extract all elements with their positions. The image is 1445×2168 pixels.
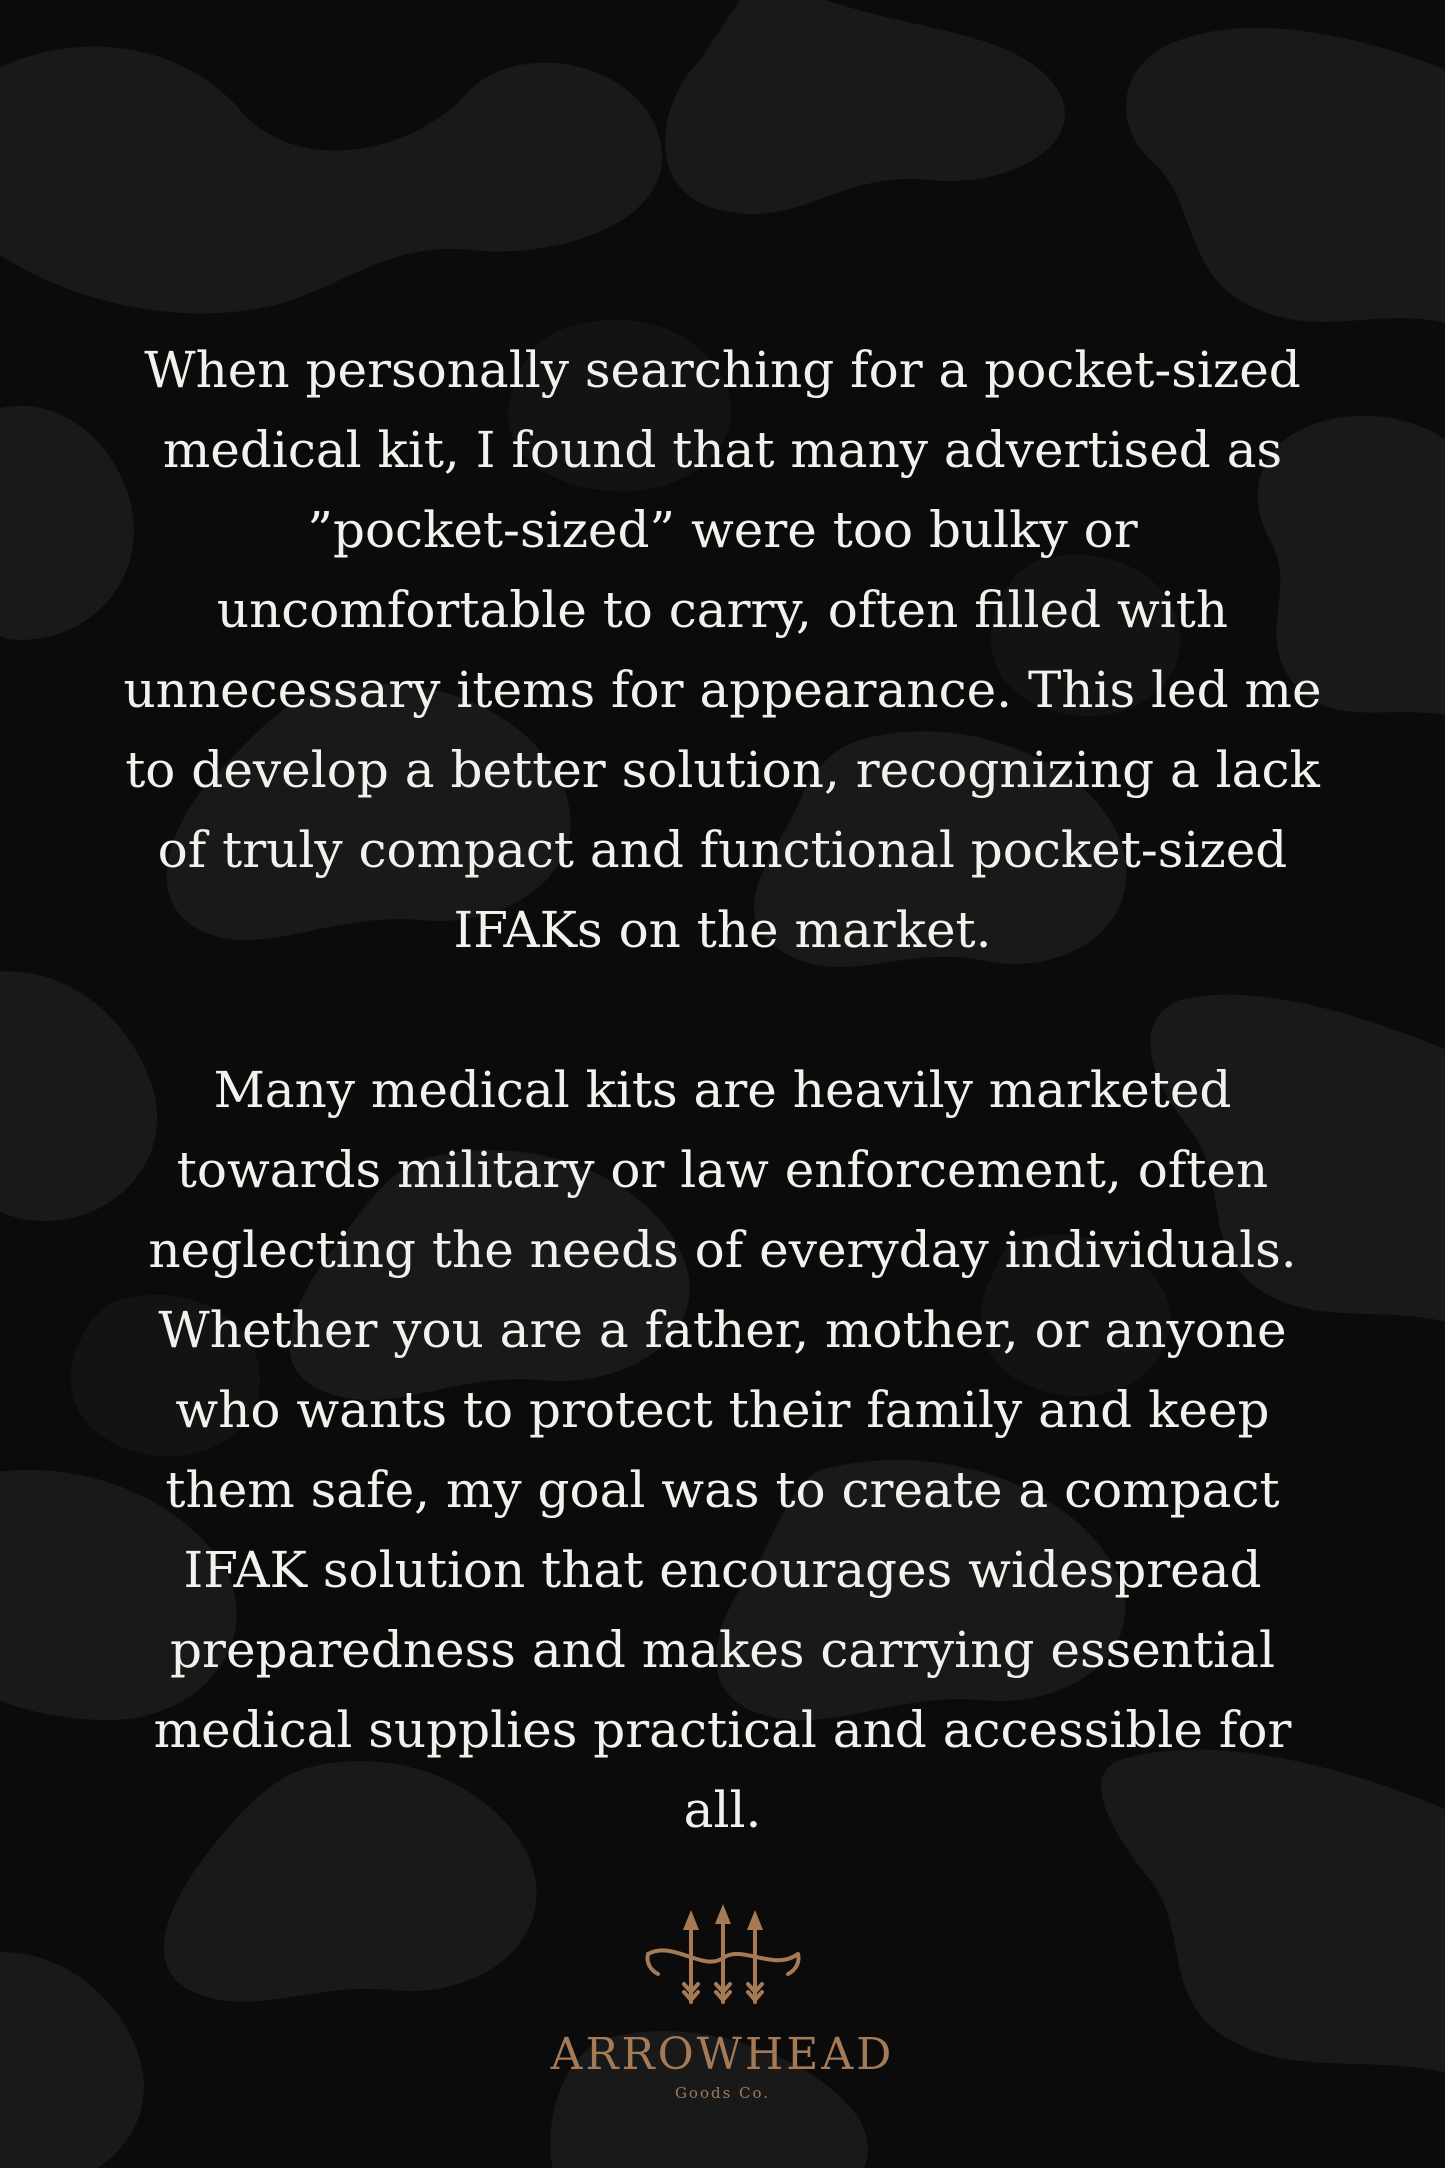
brand-logo [0, 1900, 1445, 2102]
paragraph-origin: When personally searching for a pocket-sized medical kit, I found that many advertised as ”pocket-sized” were too bulky or uncomfortable to carry, often filled with unnecessary items for appearance. This led me to develop a better solution, recognizing a lack of truly compact and functional pocket-sized IFAKs on the market. [123, 341, 1322, 959]
brand-name: ARROWHEAD [550, 2029, 895, 2080]
brand-subtitle: Goods Co. [674, 2084, 771, 2102]
paragraph-mission: Many medical kits are heavily marketed towards military or law enforcement, often neglecting the needs of everyday individuals. Whether you are a father, mother, or anyone who wants to protect their family and keep them safe, my goal was to create a compact IFAK solution that encourages widespread preparedness and makes carrying essential medical supplies practical and accessible for all. [148, 1061, 1297, 1839]
story-text [120, 330, 1325, 1850]
arrows-and-bow-icon [628, 1900, 818, 2020]
